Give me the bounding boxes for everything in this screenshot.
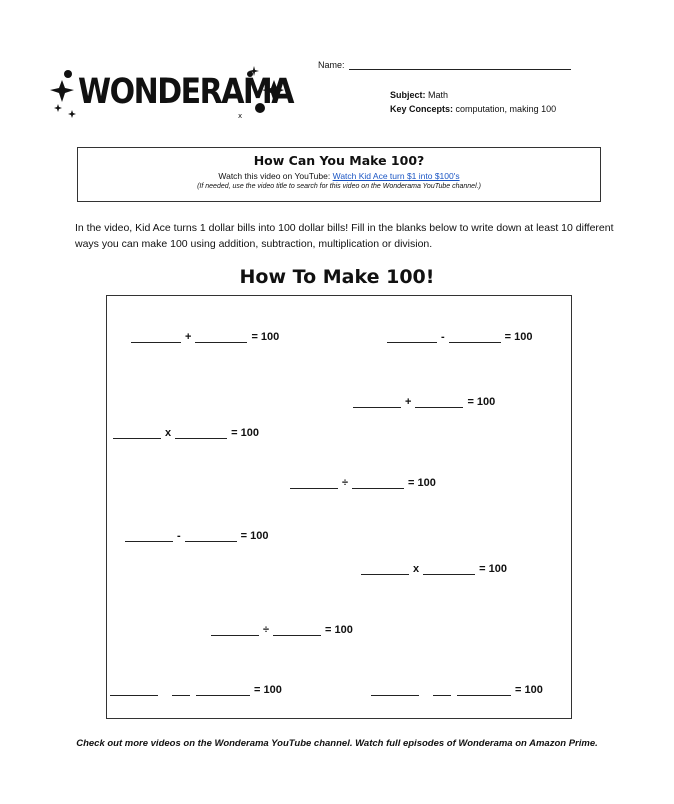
operator: ÷ bbox=[263, 624, 270, 636]
blank-input[interactable] bbox=[415, 396, 463, 408]
blank-input[interactable] bbox=[361, 563, 409, 575]
equation-result: = 100 bbox=[240, 530, 269, 542]
operator: ÷ bbox=[342, 477, 349, 489]
worksheet-title: How To Make 100! bbox=[239, 266, 435, 288]
blank-input[interactable] bbox=[175, 427, 227, 439]
concepts-value: computation, making 100 bbox=[455, 104, 557, 114]
equation-result: = 100 bbox=[408, 477, 436, 489]
equation-result: = 100 bbox=[479, 563, 507, 575]
operator: - bbox=[177, 530, 181, 542]
name-field-row bbox=[318, 60, 571, 70]
subject-info bbox=[390, 88, 556, 116]
equation-6 bbox=[125, 530, 269, 542]
equation-result: = 100 bbox=[504, 331, 533, 343]
concepts-line bbox=[390, 102, 556, 116]
intro-paragraph: In the video, Kid Ace turns 1 dollar bills into 100 dollar bills! Fill in the blanks below to write down at least 10 different ways you can make 100 using addition, subtraction, multiplication or division. bbox=[75, 222, 614, 250]
subject-label: Subject: bbox=[390, 90, 426, 100]
equation-9 bbox=[110, 684, 282, 696]
operator: - bbox=[441, 331, 445, 343]
footer-note: Check out more videos on the Wonderama YouTube channel. Watch full episodes of Wonderama on Amazon Prime. bbox=[76, 738, 598, 749]
equation-8 bbox=[211, 624, 353, 636]
operator: x bbox=[413, 563, 420, 575]
equation-result: = 100 bbox=[467, 396, 496, 408]
blank-input[interactable] bbox=[211, 624, 259, 636]
blank-input[interactable] bbox=[353, 396, 401, 408]
blank-input[interactable] bbox=[387, 331, 437, 343]
equation-10 bbox=[371, 684, 543, 696]
blank-input[interactable] bbox=[125, 530, 173, 542]
name-input-line[interactable] bbox=[349, 60, 571, 70]
equation-1 bbox=[131, 331, 279, 343]
blank-input[interactable] bbox=[371, 684, 419, 696]
subject-value: Math bbox=[428, 90, 449, 100]
video-watch-line bbox=[78, 171, 600, 181]
video-watch-prefix: Watch this video on YouTube: bbox=[218, 171, 331, 181]
logo-text: WONDERAMA bbox=[78, 72, 293, 113]
blank-input[interactable] bbox=[196, 684, 250, 696]
blank-input[interactable] bbox=[423, 563, 475, 575]
blank-input[interactable] bbox=[131, 331, 181, 343]
equation-3 bbox=[353, 396, 495, 408]
blank-input[interactable] bbox=[290, 477, 338, 489]
operator: + bbox=[405, 396, 412, 408]
equation-7 bbox=[361, 563, 507, 575]
subject-line bbox=[390, 88, 556, 102]
blank-input[interactable] bbox=[352, 477, 404, 489]
equation-result: = 100 bbox=[325, 624, 353, 636]
operator-blank-input[interactable] bbox=[172, 684, 190, 696]
concepts-label: Key Concepts: bbox=[390, 104, 454, 114]
blank-input[interactable] bbox=[457, 684, 511, 696]
operator-blank-input[interactable] bbox=[433, 684, 451, 696]
name-label: Name: bbox=[318, 60, 345, 70]
blank-input[interactable] bbox=[449, 331, 501, 343]
blank-input[interactable] bbox=[185, 530, 237, 542]
blank-input[interactable] bbox=[273, 624, 321, 636]
video-info-box bbox=[77, 147, 601, 202]
equation-result: = 100 bbox=[254, 684, 282, 696]
equation-result: = 100 bbox=[231, 427, 259, 439]
blank-input[interactable] bbox=[110, 684, 158, 696]
equation-result: = 100 bbox=[515, 684, 543, 696]
wonderama-logo bbox=[48, 66, 293, 120]
equation-4 bbox=[113, 427, 259, 439]
blank-input[interactable] bbox=[113, 427, 161, 439]
worksheet-box bbox=[106, 295, 572, 719]
video-search-note: (If needed, use the video title to search for this video on the Wonderama YouTube channel.) bbox=[197, 183, 481, 190]
video-box-title: How Can You Make 100? bbox=[253, 153, 425, 168]
operator: + bbox=[185, 331, 192, 343]
equation-result: = 100 bbox=[251, 331, 280, 343]
equation-2 bbox=[387, 331, 533, 343]
equation-5 bbox=[290, 477, 436, 489]
operator: x bbox=[165, 427, 172, 439]
video-link[interactable]: Watch Kid Ace turn $1 into $100's bbox=[332, 171, 460, 181]
svg-text:x: x bbox=[238, 112, 243, 120]
blank-input[interactable] bbox=[195, 331, 247, 343]
